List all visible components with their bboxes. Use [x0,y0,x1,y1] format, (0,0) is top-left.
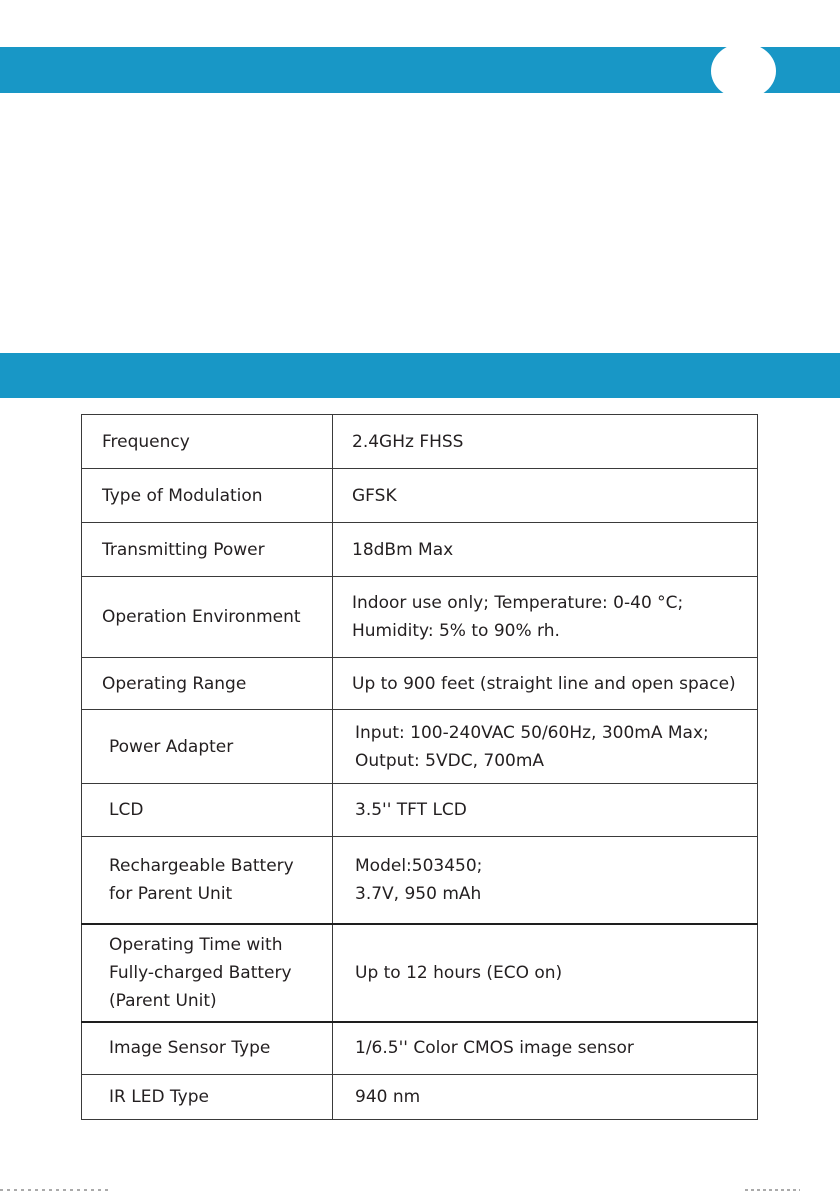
spec-label: Rechargeable Battery for Parent Unit [82,837,333,924]
print-crop-marks [0,1188,840,1192]
spec-value: 2.4GHz FHSS [333,415,758,469]
spec-value: Up to 900 feet (straight line and open space) [333,658,758,710]
table-row [82,837,758,924]
spec-label: LCD [82,784,333,837]
spec-value: Indoor use only; Temperature: 0-40 °C; Humidity: 5% to 90% rh. [333,577,758,658]
spec-value: Up to 12 hours (ECO on) [333,924,758,1022]
table-row [82,577,758,658]
spec-value: 1/6.5'' Color CMOS image sensor [333,1022,758,1075]
spec-label: Operation Environment [82,577,333,658]
spec-label: Image Sensor Type [82,1022,333,1075]
spec-value: 18dBm Max [333,523,758,577]
spec-value: Model:503450; 3.7V, 950 mAh [333,837,758,924]
specifications-table [81,414,758,1120]
page-number-badge [711,43,776,99]
spec-label: Type of Modulation [82,469,333,523]
spec-label: Transmitting Power [82,523,333,577]
spec-label: IR LED Type [82,1075,333,1120]
spec-label: Operating Range [82,658,333,710]
table-row [82,415,758,469]
spec-value: 940 nm [333,1075,758,1120]
spec-value: Input: 100-240VAC 50/60Hz, 300mA Max; Output: 5VDC, 700mA [333,710,758,784]
table-row [82,924,758,1022]
table-row [82,658,758,710]
spec-label: Power Adapter [82,710,333,784]
spec-label: Frequency [82,415,333,469]
spec-label: Operating Time with Fully-charged Battery (Parent Unit) [82,924,333,1022]
section-banner [0,353,840,398]
table-row [82,523,758,577]
table-row [82,784,758,837]
spec-value: GFSK [333,469,758,523]
table-row [82,1075,758,1120]
table-row [82,1022,758,1075]
table-row [82,469,758,523]
spec-value: 3.5'' TFT LCD [333,784,758,837]
table-row [82,710,758,784]
